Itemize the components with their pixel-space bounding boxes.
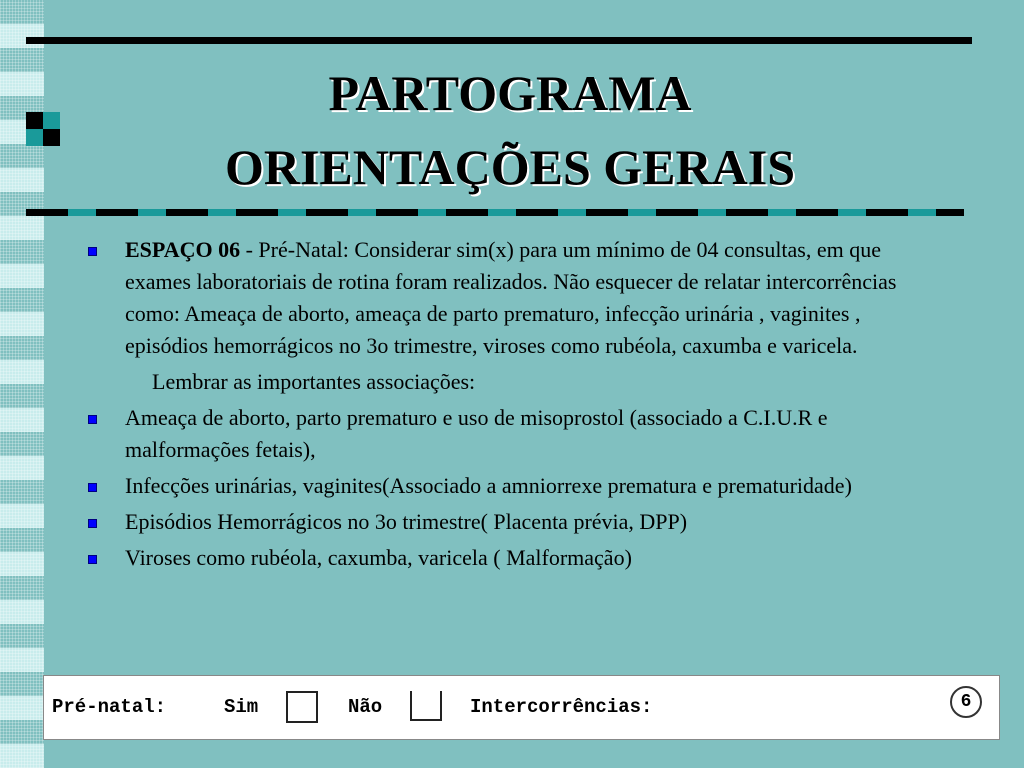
assoc-1-text: Ameaça de aborto, parto prematuro e uso de misoprostol (associado a C.I.U.R e malformações fetais), — [125, 405, 828, 462]
espaco-heading: ESPAÇO 06 — [125, 237, 241, 262]
title-dashed-rule — [26, 209, 964, 216]
title-line-1: PARTOGRAMA — [328, 65, 692, 121]
title-line-2: ORIENTAÇÕES GERAIS — [224, 139, 796, 195]
intercorrencias-label: Intercorrências: — [470, 696, 653, 718]
prenatal-form-excerpt — [43, 675, 1000, 740]
assoc-3-text: Episódios Hemorrágicos no 3o trimestre( Placenta prévia, DPP) — [125, 509, 688, 534]
espaco-text: - Pré-Natal: Considerar sim(x) para um mínimo de 04 consultas, em que exames laboratoriais de rotina foram realizados. Não esquecer de relatar intercorrências como: Ameaça de aborto, ameaça de parto prematuro, infecção urinária , vaginites , episódios hemorrágicos no 3o trimestre, viroses como rubéola, caxumba e varicela. — [125, 237, 897, 358]
assoc-2-text: Infecções urinárias, vaginites(Associado a amniorrexe prematura e prematuridade) — [125, 473, 852, 498]
nao-label: Não — [348, 696, 383, 718]
bullet-icon — [88, 483, 97, 492]
sim-checkbox — [286, 691, 318, 723]
sim-label: Sim — [224, 696, 259, 718]
title-bullet-icon — [26, 112, 60, 146]
list-item-espaco — [88, 234, 948, 362]
lembrar-line: Lembrar as importantes associações: — [152, 369, 476, 394]
slide-title — [60, 56, 960, 204]
top-rule — [26, 37, 972, 44]
list-item-assoc-2 — [88, 470, 948, 502]
list-item-assoc-3 — [88, 506, 948, 538]
bullet-icon — [88, 415, 97, 424]
bullet-icon — [88, 247, 97, 256]
list-item-assoc-4 — [88, 542, 948, 574]
nao-checkbox — [410, 691, 442, 721]
space-number-badge: 6 — [950, 686, 982, 718]
slide-body — [88, 234, 948, 578]
assoc-4-text: Viroses como rubéola, caxumba, varicela ( Malformação) — [125, 545, 632, 570]
prenatal-label: Pré-natal: — [52, 696, 167, 718]
list-item-assoc-1 — [88, 402, 948, 466]
bullet-icon — [88, 555, 97, 564]
bullet-icon — [88, 519, 97, 528]
